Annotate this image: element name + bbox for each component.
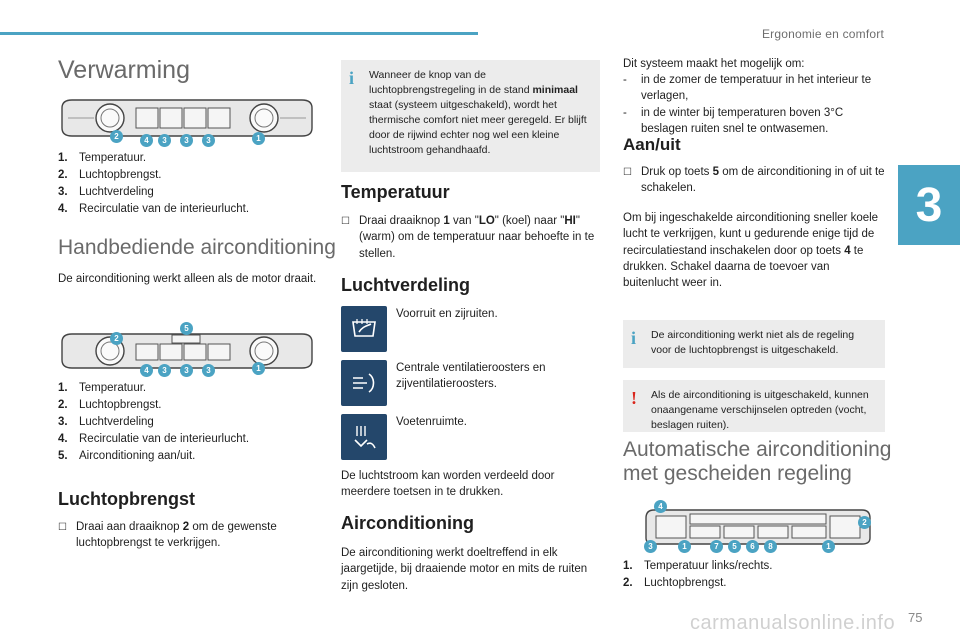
system-intro: Dit systeem maakt het mogelijk om: bbox=[623, 58, 805, 70]
list-item: 2. Luchtopbrengst. bbox=[623, 577, 727, 589]
callout-badge: 3 bbox=[180, 134, 193, 147]
list-item: 2. Luchtopbrengst. bbox=[58, 169, 162, 181]
footwell-icon bbox=[341, 414, 387, 460]
info-box-luchtopbrengst: i Wanneer de knop van de luchtopbrengstregeling in de stand minimaal staat (systeem uitgeschakeld), wordt het thermische comfort niet meer geregeld. Er blijft door de rijwind echter nog wel een kleine luchtstroom gehandhaafd. bbox=[341, 60, 600, 172]
callout-badge: 3 bbox=[180, 364, 193, 377]
heading-aanuit: Aan/uit bbox=[623, 135, 681, 154]
callout-badge: 5 bbox=[728, 540, 741, 553]
checkbox-bullet-icon: ☐ bbox=[58, 522, 67, 533]
distribution-label: Voorruit en zijruiten. bbox=[396, 308, 498, 320]
face-vents-icon bbox=[341, 360, 387, 406]
callout-badge: 7 bbox=[710, 540, 723, 553]
list-item: 3. Luchtverdeling bbox=[58, 416, 154, 428]
heading-luchtopbrengst: Luchtopbrengst bbox=[58, 489, 195, 509]
callout-badge: 2 bbox=[858, 516, 871, 529]
distribution-label: Centrale ventilatieroosters en zijventilatieroosters. bbox=[396, 362, 546, 391]
list-item: 1. Temperatuur. bbox=[58, 152, 147, 164]
list-item: - in de winter bij temperaturen boven 3°C beslagen ruiten snel te ontwasemen. bbox=[623, 106, 844, 135]
luchtopbrengst-instruction: ☐ Draai aan draaiknop 2 om de gewenste luchtopbrengst te verkrijgen. bbox=[58, 519, 320, 552]
list-item: 5. Airconditioning aan/uit. bbox=[58, 450, 196, 462]
chapter-title: Ergonomie en comfort bbox=[761, 27, 884, 41]
callout-badge: 6 bbox=[746, 540, 759, 553]
page-number: 75 bbox=[908, 610, 923, 625]
callout-badge: 4 bbox=[140, 134, 153, 147]
list-item: 3. Luchtverdeling bbox=[58, 186, 154, 198]
list-item: 1. Temperatuur links/rechts. bbox=[623, 560, 773, 572]
callout-badge: 1 bbox=[252, 362, 265, 375]
heading-luchtverdeling: Luchtverdeling bbox=[341, 275, 471, 295]
heading-automatische: Automatische airconditioning met gescheiden regeling bbox=[623, 438, 892, 486]
callout-badge: 3 bbox=[202, 364, 215, 377]
heating-legend-list bbox=[58, 150, 318, 218]
manual-ac-legend-list bbox=[58, 380, 318, 465]
callout-badge: 1 bbox=[678, 540, 691, 553]
heading-verwarming: Verwarming bbox=[58, 56, 190, 84]
callout-badge: 1 bbox=[822, 540, 835, 553]
list-item: - in de zomer de temperatuur in het interieur te verlagen, bbox=[623, 74, 872, 103]
info-icon: i bbox=[349, 68, 355, 88]
temperatuur-instruction: ☐ Draai draaiknop 1 van "LO" (koel) naar "HI" (warm) om de temperatuur naar behoefte in te stellen. bbox=[341, 213, 603, 262]
chapter-tab: 3 bbox=[898, 165, 960, 245]
distribution-label: Voetenruimte. bbox=[396, 416, 467, 428]
manual-ac-control-panel bbox=[58, 322, 316, 378]
callout-badge: 3 bbox=[158, 364, 171, 377]
checkbox-bullet-icon: ☐ bbox=[623, 167, 632, 178]
info-icon: i bbox=[631, 328, 637, 348]
info-box-airco: i De airconditioning werkt niet als de regeling voor de luchtopbrengst is uitgeschakeld. bbox=[623, 320, 885, 368]
heating-control-panel bbox=[58, 96, 316, 152]
callout-badge: 8 bbox=[764, 540, 777, 553]
watermark: carmanualsonline.info bbox=[690, 612, 896, 634]
callout-badge: 3 bbox=[202, 134, 215, 147]
system-dash-list bbox=[623, 72, 885, 137]
recirculation-paragraph: Om bij ingeschakelde airconditioning sneller koele lucht te verkrijgen, kunt u gedurende enige tijd de recirculatiestand inschakelen door op toets 4 te drukken. Schakel daarna de toevoer van buitenlucht weer in. bbox=[623, 212, 879, 290]
warning-box-airco: ! Als de airconditioning is uitgeschakeld, kunnen onaangename verschijnselen optreden (vocht, beslagen ruiten). bbox=[623, 380, 885, 432]
automatic-ac-legend-list bbox=[623, 558, 885, 592]
header-rule bbox=[0, 32, 478, 35]
callout-badge: 5 bbox=[180, 322, 193, 335]
distribution-note: De luchtstroom kan worden verdeeld door meerdere toetsen in te drukken. bbox=[341, 470, 555, 499]
callout-badge: 3 bbox=[644, 540, 657, 553]
heading-airconditioning: Airconditioning bbox=[341, 513, 474, 533]
windscreen-icon bbox=[341, 306, 387, 352]
list-item: 2. Luchtopbrengst. bbox=[58, 399, 162, 411]
hand-intro-text: De airconditioning werkt alleen als de motor draait. bbox=[58, 273, 317, 285]
airco-text: De airconditioning werkt doeltreffend in elk jaargetijde, bij draaiende motor en mits de ruiten zijn gesloten. bbox=[341, 547, 588, 592]
callout-badge: 2 bbox=[110, 130, 123, 143]
automatic-ac-control-panel bbox=[640, 500, 876, 558]
warning-icon: ! bbox=[631, 388, 637, 408]
checkbox-bullet-icon: ☐ bbox=[341, 216, 350, 227]
list-item: 4. Recirculatie van de interieurlucht. bbox=[58, 433, 250, 445]
callout-badge: 2 bbox=[110, 332, 123, 345]
callout-badge: 4 bbox=[140, 364, 153, 377]
heading-handbediende: Handbediende airconditioning bbox=[58, 236, 336, 259]
callout-badge: 3 bbox=[158, 134, 171, 147]
callout-badge: 4 bbox=[654, 500, 667, 513]
list-item: 4. Recirculatie van de interieurlucht. bbox=[58, 203, 250, 215]
callout-badge: 1 bbox=[252, 132, 265, 145]
aanuit-instruction: ☐ Druk op toets 5 om de airconditioning in of uit te schakelen. bbox=[623, 164, 885, 197]
heading-temperatuur: Temperatuur bbox=[341, 182, 450, 202]
list-item: 1. Temperatuur. bbox=[58, 382, 147, 394]
